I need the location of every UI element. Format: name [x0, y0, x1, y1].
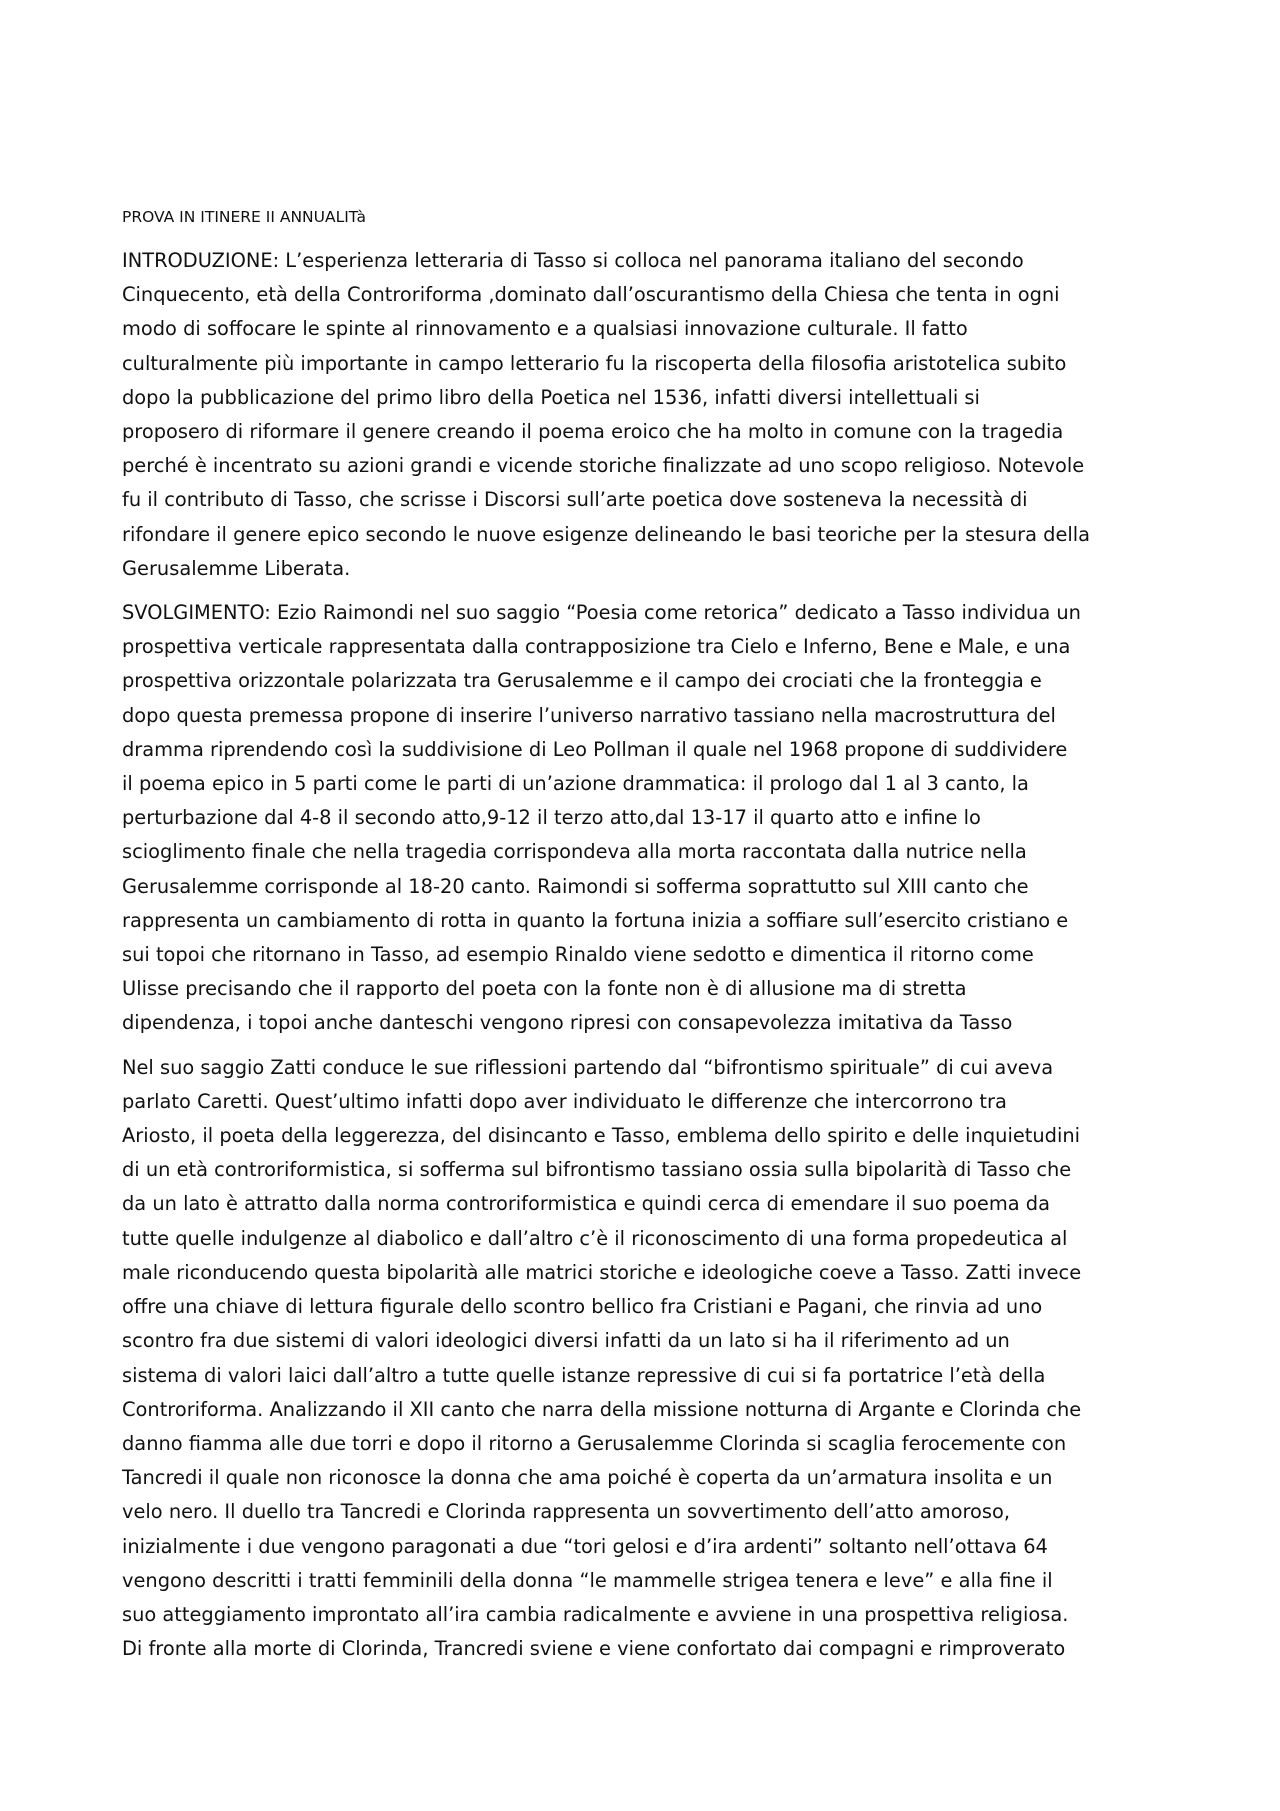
- text-line: Cinquecento, età della Controriforma ,dominato dall’oscurantismo della Chiesa che tenta in ogni: [122, 283, 1060, 307]
- text-line: inizialmente i due vengono paragonati a due “tori gelosi e d’ira ardenti” soltanto nell’ottava 64: [122, 1534, 1048, 1558]
- text-line: sui topoi che ritornano in Tasso, ad esempio Rinaldo viene sedotto e dimentica il ritorno come: [122, 943, 1034, 967]
- text-line: Gerusalemme corrisponde al 18-20 canto. Raimondi si sofferma soprattutto sul XIII canto che: [122, 874, 1029, 898]
- text-line: rifondare il genere epico secondo le nuove esigenze delineando le basi teoriche per la stesura della: [122, 522, 1091, 546]
- text-line: Di fronte alla morte di Clorinda, Trancredi sviene e viene confortato dai compagni e rimproverato: [122, 1637, 1066, 1661]
- text-line: il poema epico in 5 parti come le parti di un’azione drammatica: il prologo dal 1 al 3 canto, la: [122, 772, 1029, 796]
- zatti-paragraph: [122, 1051, 1172, 1667]
- text-line: Gerusalemme Liberata.: [122, 556, 351, 580]
- introduzione-paragraph: [122, 244, 1172, 586]
- text-line: prospettiva verticale rappresentata dalla contrapposizione tra Cielo e Inferno, Bene e Male, e una: [122, 635, 1071, 659]
- text-line: culturalmente più importante in campo letterario fu la riscoperta della filosofia aristotelica subito: [122, 351, 1067, 375]
- text-line: fu il contributo di Tasso, che scrisse i Discorsi sull’arte poetica dove sosteneva la necessità di: [122, 488, 1028, 512]
- paragraph-list: [122, 244, 1172, 1666]
- text-line: SVOLGIMENTO: Ezio Raimondi nel suo saggio “Poesia come retorica” dedicato a Tasso individua un: [122, 601, 1081, 625]
- text-line: dramma riprendendo così la suddivisione di Leo Pollman il quale nel 1968 propone di suddividere: [122, 737, 1068, 761]
- text-line: rappresenta un cambiamento di rotta in quanto la fortuna inizia a soffiare sull’esercito cristiano e: [122, 908, 1069, 932]
- text-line: da un lato è attratto dalla norma controriformistica e quindi cerca di emendare il suo poema da: [122, 1192, 1050, 1216]
- text-line: danno fiamma alle due torri e dopo il ritorno a Gerusalemme Clorinda si scaglia ferocemente con: [122, 1431, 1067, 1455]
- text-line: vengono descritti i tratti femminili della donna “le mammelle strigea tenera e leve” e alla fine il: [122, 1568, 1053, 1592]
- text-line: parlato Caretti. Quest’ultimo infatti dopo aver individuato le differenze che intercorrono tra: [122, 1089, 1007, 1113]
- text-line: dopo questa premessa propone di inserire l’universo narrativo tassiano nella macrostruttura del: [122, 703, 1056, 727]
- text-line: prospettiva orizzontale polarizzata tra Gerusalemme e il campo dei crociati che la fronteggia e: [122, 669, 1042, 693]
- document-body: [122, 200, 1172, 1676]
- text-line: Ariosto, il poeta della leggerezza, del disincanto e Tasso, emblema dello spirito e delle inquietudini: [122, 1124, 1081, 1148]
- text-line: male riconducendo questa bipolarità alle matrici storiche e ideologiche coeve a Tasso. Zatti invece: [122, 1260, 1082, 1284]
- text-line: perché è incentrato su azioni grandi e vicende storiche finalizzate ad uno scopo religioso. Notevole: [122, 454, 1085, 478]
- text-line: di un età controriformistica, si sofferma sul bifrontismo tassiano ossia sulla bipolarità di Tasso che: [122, 1158, 1072, 1182]
- text-line: dipendenza, i topoi anche danteschi vengono ripresi con consapevolezza imitativa da Tasso: [122, 1011, 1013, 1035]
- text-line: proposero di riformare il genere creando il poema eroico che ha molto in comune con la tragedia: [122, 420, 1064, 444]
- text-line: suo atteggiamento improntato all’ira cambia radicalmente e avviene in una prospettiva religiosa.: [122, 1602, 1069, 1626]
- text-line: scontro fra due sistemi di valori ideologici diversi infatti da un lato si ha il riferimento ad un: [122, 1329, 1010, 1353]
- document-title: PROVA IN ITINERE II ANNUALITà: [122, 208, 366, 226]
- text-line: velo nero. Il duello tra Tancredi e Clorinda rappresenta un sovvertimento dell’atto amoroso,: [122, 1500, 1011, 1524]
- text-line: INTRODUZIONE: L’esperienza letteraria di Tasso si colloca nel panorama italiano del secondo: [122, 249, 1024, 272]
- svolgimento-paragraph: [122, 596, 1172, 1041]
- text-line: Tancredi il quale non riconosce la donna che ama poiché è coperta da un’armatura insolita e un: [122, 1466, 1053, 1490]
- text-line: dopo la pubblicazione del primo libro della Poetica nel 1536, infatti diversi intellettuali si: [122, 385, 980, 409]
- text-line: offre una chiave di lettura figurale dello scontro bellico fra Cristiani e Pagani, che rinvia ad uno: [122, 1295, 1043, 1319]
- text-line: Nel suo saggio Zatti conduce le sue riflessioni partendo dal “bifrontismo spirituale” di cui aveva: [122, 1055, 1054, 1079]
- text-line: perturbazione dal 4-8 il secondo atto,9-12 il terzo atto,dal 13-17 il quarto atto e infine lo: [122, 806, 981, 830]
- text-line: scioglimento finale che nella tragedia corrispondeva alla morta raccontata dalla nutrice nella: [122, 840, 1027, 864]
- text-line: Ulisse precisando che il rapporto del poeta con la fonte non è di allusione ma di stretta: [122, 977, 967, 1001]
- text-line: modo di soffocare le spinte al rinnovamento e a qualsiasi innovazione culturale. Il fatto: [122, 317, 968, 341]
- text-line: tutte quelle indulgenze al diabolico e dall’altro c’è il riconoscimento di una forma propedeutica al: [122, 1226, 1068, 1250]
- text-line: sistema di valori laici dall’altro a tutte quelle istanze repressive di cui si fa portatrice l’età della: [122, 1363, 1046, 1387]
- text-line: Controriforma. Analizzando il XII canto che narra della missione notturna di Argante e Clorinda che: [122, 1397, 1082, 1421]
